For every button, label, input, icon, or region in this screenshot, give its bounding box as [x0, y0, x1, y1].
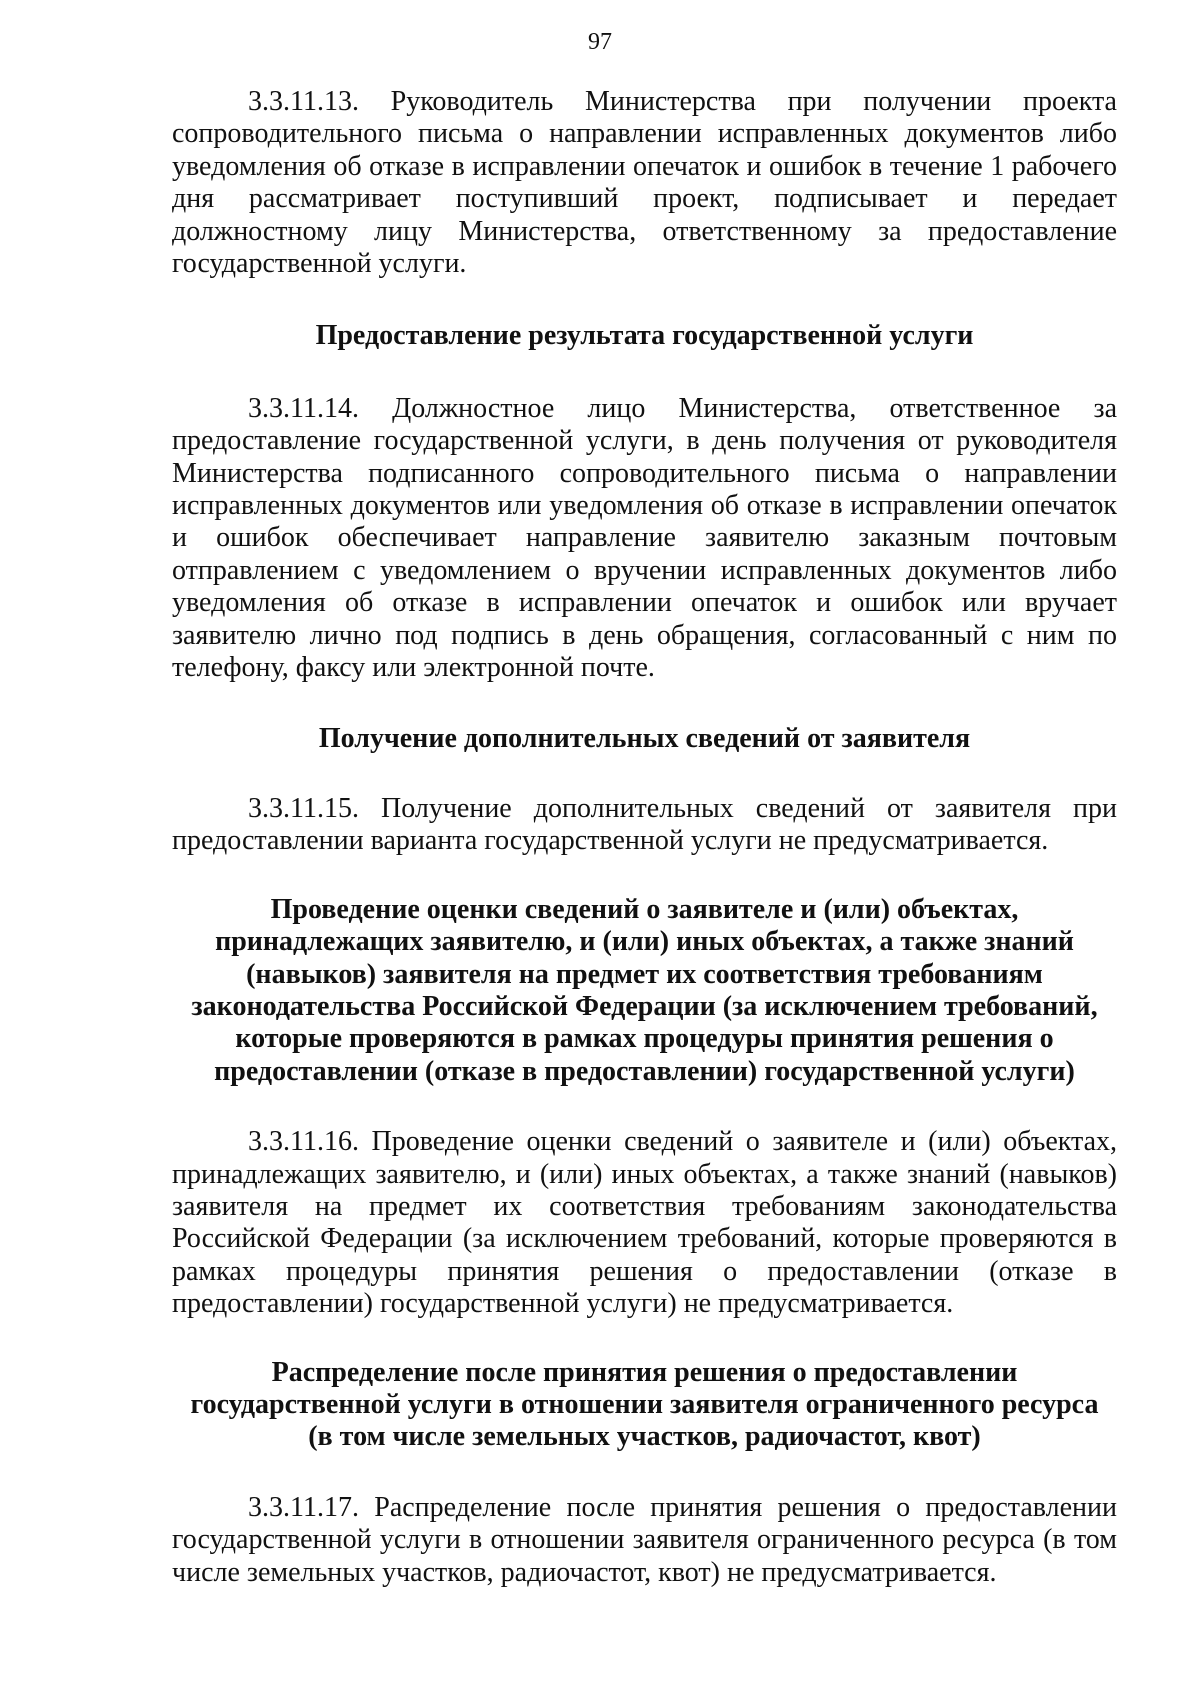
paragraph-3-3-11-13: 3.3.11.13. Руководитель Министерства при получении проекта сопроводительного письма о направлении исправленных документов либо уведомления об отказе в исправлении опечаток и ошибок в течение 1 рабочего дня рассматривает поступивший проект, подписывает и передает должностному лицу Министерства, ответственному за предоставление государственной услуги.	[172, 86, 1117, 280]
section-heading-assessment	[172, 894, 1117, 1088]
paragraph-3-3-11-16: 3.3.11.16. Проведение оценки сведений о заявителе и (или) объектах, принадлежащих заявителю, и (или) иных объектах, а также знаний (навыков) заявителя на предмет их соответствия требованиям законодательства Российской Федерации (за исключением требований, которые проверяются в рамках процедуры принятия решения о предоставлении (отказе в предоставлении) государственной услуги) не предусматривается.	[172, 1126, 1117, 1320]
heading-line: (навыков) заявителя на предмет их соответствия требованиям	[246, 958, 1043, 990]
heading-line: законодательства Российской Федерации (за исключением требований,	[191, 990, 1098, 1022]
section-heading-additional-info: Получение дополнительных сведений от заявителя	[318, 722, 971, 754]
paragraph-3-3-11-15: 3.3.11.15. Получение дополнительных сведений от заявителя при предоставлении варианта государственной услуги не предусматривается.	[172, 792, 1117, 857]
heading-line: Распределение после принятия решения о предоставлении	[271, 1356, 1018, 1388]
paragraph-3-3-11-14: 3.3.11.14. Должностное лицо Министерства, ответственное за предоставление государственной услуги, в день получения от руководителя Министерства подписанного сопроводительного письма о направлении исправленных документов или уведомления об отказе в исправлении опечаток и ошибок обеспечивает направление заявителю заказным почтовым отправлением с уведомлением о вручении исправленных документов либо уведомления об отказе в исправлении опечаток и ошибок или вручает заявителю лично под подпись в день обращения, согласованный с ним по телефону, факсу или электронной почте.	[172, 392, 1117, 684]
section-heading-resource-distribution	[172, 1357, 1117, 1454]
paragraph-3-3-11-17: 3.3.11.17. Распределение после принятия решения о предоставлении государственной услуги в отношении заявителя ограниченного ресурса (в том числе земельных участков, радиочастот, квот) не предусматривается.	[172, 1491, 1117, 1588]
heading-line: государственной услуги в отношении заявителя ограниченного ресурса	[190, 1389, 1099, 1420]
heading-line: Проведение оценки сведений о заявителе и (или) объектах,	[270, 893, 1019, 925]
heading-line: которые проверяются в рамках процедуры принятия решения о	[235, 1023, 1054, 1055]
heading-line: (в том числе земельных участков, радиочастот, квот)	[308, 1421, 981, 1453]
heading-line: предоставлении (отказе в предоставлении) государственной услуги)	[214, 1055, 1075, 1087]
section-heading-result: Предоставление результата государственной услуги	[315, 320, 974, 352]
page-number: 97	[588, 29, 612, 55]
document-body	[172, 86, 1117, 1589]
heading-line: принадлежащих заявителю, и (или) иных объектах, а также знаний	[215, 926, 1074, 958]
